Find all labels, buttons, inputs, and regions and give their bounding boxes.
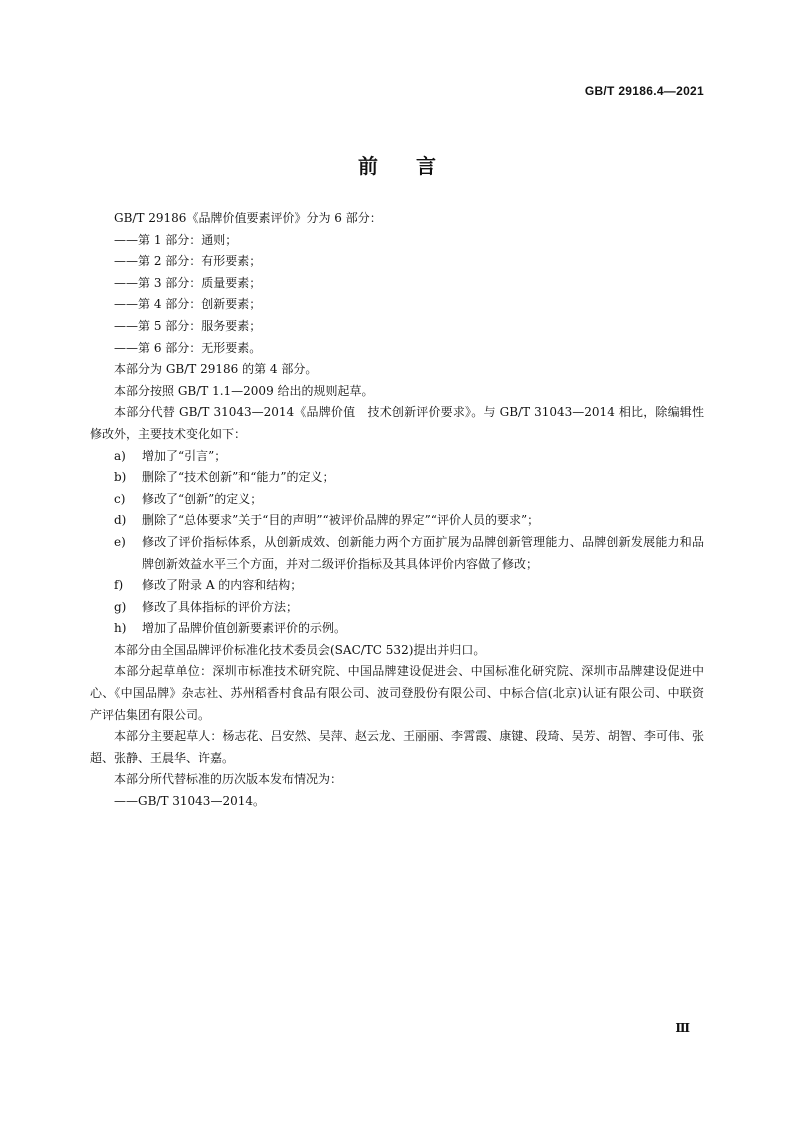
- part-list-item: ——第 1 部分：通则；: [114, 232, 238, 247]
- change-list-item: [90, 510, 704, 532]
- intro-paragraph: GB/T 29186《品牌价值要素评价》分为 6 部分：: [114, 211, 382, 225]
- change-list-item: [90, 597, 704, 619]
- page-title: 前言: [358, 154, 474, 178]
- part-list-item: ——第 4 部分：创新要素；: [114, 297, 262, 312]
- change-list-item: [90, 489, 704, 511]
- list-text: 修改了附录 A 的内容和结构；: [142, 578, 303, 593]
- list-marker: g): [114, 599, 127, 614]
- list-marker: f): [114, 578, 124, 593]
- list-marker: d): [114, 513, 127, 528]
- page-number: Ⅲ: [675, 1021, 690, 1035]
- list-text: 修改了“创新”的定义；: [142, 491, 263, 506]
- drafting-rules-paragraph: 本部分按照 GB/T 1.1—2009 给出的规则起草。: [114, 383, 374, 398]
- change-list-item: [90, 467, 704, 489]
- history-list-item: ——GB/T 31043—2014。: [114, 794, 265, 809]
- proposed-by-paragraph: 本部分由全国品牌评价标准化技术委员会(SAC/TC 532)提出并归口。: [114, 642, 486, 657]
- drafting-units-paragraph: 本部分起草单位：深圳市标准技术研究院、中国品牌建设促进会、中国标准化研究院、深圳市品牌建设促进中心、《中国品牌》杂志社、苏州稻香村食品有限公司、波司登股份有限公司、中标合信(北京)认证有限公司、中联资产评估集团有限公司。: [90, 664, 704, 722]
- replaces-paragraph: 本部分代替 GB/T 31043—2014《品牌价值 技术创新评价要求》。与 GB/T 31043—2014 相比，除编辑性修改外，主要技术变化如下：: [90, 405, 704, 441]
- list-marker: b): [114, 470, 127, 485]
- part-list-item: ——第 6 部分：无形要素。: [114, 340, 262, 355]
- this-part-paragraph: 本部分为 GB/T 29186 的第 4 部分。: [114, 362, 318, 377]
- part-list-item: ——第 2 部分：有形要素；: [114, 254, 262, 269]
- list-text: 删除了“总体要求”关于“目的声明”“被评价品牌的界定”“评价人员的要求”；: [142, 513, 540, 528]
- change-list-item: [90, 532, 704, 575]
- standard-code: GB/T 29186.4—2021: [584, 84, 704, 98]
- part-list-item: ——第 3 部分：质量要素；: [114, 275, 262, 290]
- change-list-item: [90, 618, 704, 640]
- preface-body: [90, 208, 704, 813]
- history-paragraph: 本部分所代替标准的历次版本发布情况为：: [114, 772, 343, 787]
- change-list-item: [90, 446, 704, 468]
- drafters-paragraph: 本部分主要起草人：杨志花、吕安然、吴萍、赵云龙、王丽丽、李霄霞、康键、段琦、吴芳、胡智、李可伟、张超、张静、王晨华、许嘉。: [90, 729, 704, 765]
- list-marker: c): [114, 491, 126, 506]
- change-list-item: [90, 575, 704, 597]
- list-text: 修改了评价指标体系，从创新成效、创新能力两个方面扩展为品牌创新管理能力、品牌创新发展能力和品牌创新效益水平三个方面，并对二级评价指标及其具体评价内容做了修改；: [142, 534, 704, 571]
- list-text: 增加了品牌价值创新要素评价的示例。: [142, 621, 347, 636]
- list-text: 删除了“技术创新”和“能力”的定义；: [142, 470, 335, 485]
- list-marker: a): [114, 448, 126, 463]
- part-list-item: ——第 5 部分：服务要素；: [114, 318, 262, 333]
- list-text: 修改了具体指标的评价方法；: [142, 599, 299, 614]
- list-text: 增加了“引言”；: [142, 448, 227, 463]
- list-marker: e): [114, 534, 126, 549]
- list-marker: h): [114, 621, 127, 636]
